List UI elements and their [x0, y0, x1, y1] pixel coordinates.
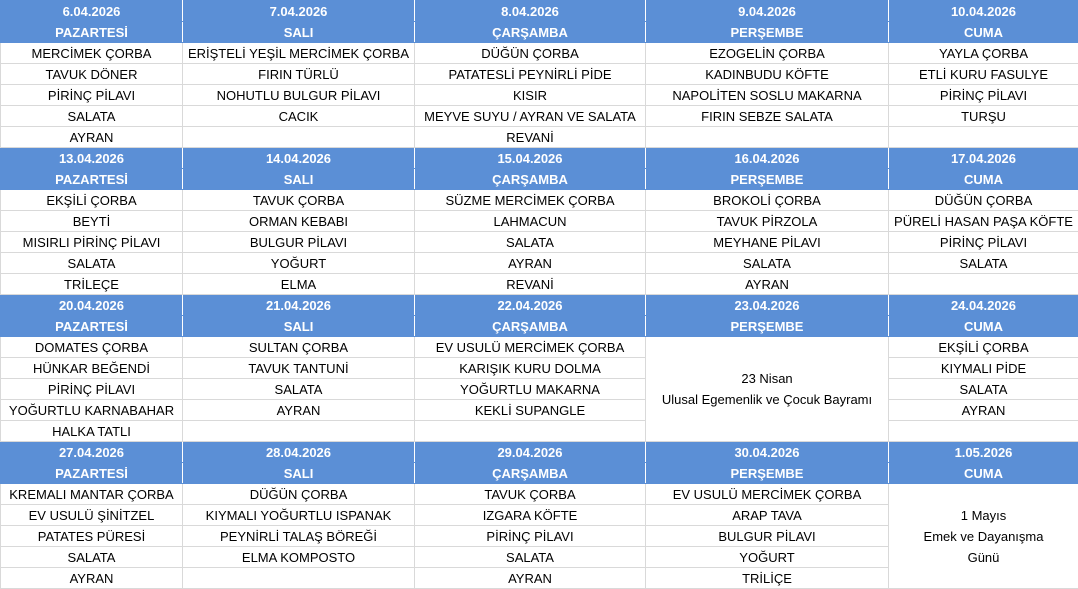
menu-dish: SALATA	[415, 232, 646, 253]
day-date: 9.04.2026	[646, 1, 889, 22]
menu-dish: SÜZME MERCİMEK ÇORBA	[415, 190, 646, 211]
menu-dish: KIYMALI PİDE	[889, 358, 1078, 379]
menu-dish: NAPOLİTEN SOSLU MAKARNA	[646, 85, 889, 106]
menu-dish: AYRAN	[646, 274, 889, 295]
week-date-row	[1, 442, 1078, 463]
menu-dish: TRİLİÇE	[646, 568, 889, 589]
day-weekday: PAZARTESİ	[1, 22, 183, 43]
week-weekday-row	[1, 463, 1078, 484]
day-weekday: SALI	[183, 316, 415, 337]
menu-dish: IZGARA KÖFTE	[415, 505, 646, 526]
menu-dish: TURŞU	[889, 106, 1078, 127]
menu-dish: TAVUK ÇORBA	[415, 484, 646, 505]
menu-dish: SALATA	[646, 253, 889, 274]
menu-dish: EKŞİLİ ÇORBA	[889, 337, 1078, 358]
menu-row	[1, 421, 1078, 442]
menu-dish: DOMATES ÇORBA	[1, 337, 183, 358]
menu-row	[1, 127, 1078, 148]
day-weekday: SALI	[183, 22, 415, 43]
menu-dish: SALATA	[1, 106, 183, 127]
menu-row	[1, 211, 1078, 232]
menu-dish: TAVUK ÇORBA	[183, 190, 415, 211]
day-date: 16.04.2026	[646, 148, 889, 169]
menu-dish: TRİLEÇE	[1, 274, 183, 295]
menu-dish	[889, 274, 1078, 295]
menu-dish: PATATESLİ PEYNİRLİ PİDE	[415, 64, 646, 85]
menu-dish: NOHUTLU BULGUR PİLAVI	[183, 85, 415, 106]
menu-dish: ELMA KOMPOSTO	[183, 547, 415, 568]
menu-dish: MERCİMEK ÇORBA	[1, 43, 183, 64]
menu-dish: TAVUK PİRZOLA	[646, 211, 889, 232]
menu-dish: ARAP TAVA	[646, 505, 889, 526]
day-date: 8.04.2026	[415, 1, 646, 22]
menu-dish: BULGUR PİLAVI	[646, 526, 889, 547]
menu-dish: PATATES PÜRESİ	[1, 526, 183, 547]
menu-row	[1, 400, 1078, 421]
day-date: 13.04.2026	[1, 148, 183, 169]
menu-row	[1, 379, 1078, 400]
day-weekday: PERŞEMBE	[646, 169, 889, 190]
day-date: 6.04.2026	[1, 1, 183, 22]
week-date-row	[1, 295, 1078, 316]
menu-dish: AYRAN	[1, 568, 183, 589]
menu-row	[1, 337, 1078, 358]
day-weekday: CUMA	[889, 316, 1078, 337]
day-date: 22.04.2026	[415, 295, 646, 316]
day-date: 14.04.2026	[183, 148, 415, 169]
menu-dish: SALATA	[1, 547, 183, 568]
menu-dish: MEYVE SUYU / AYRAN VE SALATA	[415, 106, 646, 127]
menu-dish: SALATA	[889, 253, 1078, 274]
day-date: 23.04.2026	[646, 295, 889, 316]
menu-dish: AYRAN	[415, 253, 646, 274]
menu-dish: KISIR	[415, 85, 646, 106]
menu-row	[1, 232, 1078, 253]
menu-dish	[183, 127, 415, 148]
menu-dish: SALATA	[1, 253, 183, 274]
menu-dish: ETLİ KURU FASULYE	[889, 64, 1078, 85]
menu-dish	[415, 421, 646, 442]
day-date: 27.04.2026	[1, 442, 183, 463]
menu-dish: EV USULÜ MERCİMEK ÇORBA	[646, 484, 889, 505]
menu-dish: AYRAN	[415, 568, 646, 589]
menu-row	[1, 274, 1078, 295]
menu-dish	[889, 127, 1078, 148]
day-date: 1.05.2026	[889, 442, 1078, 463]
day-weekday: PERŞEMBE	[646, 463, 889, 484]
menu-dish: ORMAN KEBABI	[183, 211, 415, 232]
menu-dish: YOĞURTLU MAKARNA	[415, 379, 646, 400]
menu-dish: SALATA	[415, 547, 646, 568]
menu-dish: LAHMACUN	[415, 211, 646, 232]
menu-dish: PİRİNÇ PİLAVI	[889, 85, 1078, 106]
menu-dish: BROKOLİ ÇORBA	[646, 190, 889, 211]
menu-dish: AYRAN	[183, 400, 415, 421]
menu-dish	[183, 568, 415, 589]
menu-dish: PÜRELİ HASAN PAŞA KÖFTE	[889, 211, 1078, 232]
day-weekday: CUMA	[889, 22, 1078, 43]
menu-dish: SALATA	[183, 379, 415, 400]
week-date-row	[1, 148, 1078, 169]
menu-dish: DÜĞÜN ÇORBA	[889, 190, 1078, 211]
menu-dish: EV USULÜ ŞİNİTZEL	[1, 505, 183, 526]
menu-dish: DÜĞÜN ÇORBA	[183, 484, 415, 505]
day-date: 17.04.2026	[889, 148, 1078, 169]
holiday-text: 1 Mayıs	[960, 507, 1007, 523]
holiday-text: Günü	[967, 549, 1000, 565]
menu-dish: PİRİNÇ PİLAVI	[1, 379, 183, 400]
menu-row	[1, 190, 1078, 211]
menu-body	[1, 1, 1078, 589]
menu-dish: REVANİ	[415, 127, 646, 148]
menu-dish: SALATA	[889, 379, 1078, 400]
menu-dish: EZOGELİN ÇORBA	[646, 43, 889, 64]
day-date: 15.04.2026	[415, 148, 646, 169]
menu-dish: FIRIN TÜRLÜ	[183, 64, 415, 85]
menu-dish: BULGUR PİLAVI	[183, 232, 415, 253]
day-weekday: CUMA	[889, 463, 1078, 484]
menu-dish: HÜNKAR BEĞENDİ	[1, 358, 183, 379]
holiday-text: Emek ve Dayanışma	[923, 528, 1044, 544]
day-weekday: CUMA	[889, 169, 1078, 190]
day-weekday: ÇARŞAMBA	[415, 22, 646, 43]
week-weekday-row	[1, 22, 1078, 43]
menu-row	[1, 64, 1078, 85]
day-date: 7.04.2026	[183, 1, 415, 22]
menu-dish: DÜĞÜN ÇORBA	[415, 43, 646, 64]
holiday-cell	[646, 337, 889, 442]
menu-dish: YAYLA ÇORBA	[889, 43, 1078, 64]
day-date: 30.04.2026	[646, 442, 889, 463]
menu-dish: HALKA TATLI	[1, 421, 183, 442]
menu-row	[1, 43, 1078, 64]
menu-row	[1, 253, 1078, 274]
menu-dish: YOĞURTLU KARNABAHAR	[1, 400, 183, 421]
menu-dish: KARIŞIK KURU DOLMA	[415, 358, 646, 379]
menu-row	[1, 358, 1078, 379]
menu-dish: TAVUK DÖNER	[1, 64, 183, 85]
day-weekday: PERŞEMBE	[646, 316, 889, 337]
menu-dish: ELMA	[183, 274, 415, 295]
holiday-text: 23 Nisan	[741, 371, 793, 386]
day-date: 29.04.2026	[415, 442, 646, 463]
menu-dish: KREMALI MANTAR ÇORBA	[1, 484, 183, 505]
menu-dish: ERİŞTELİ YEŞİL MERCİMEK ÇORBA	[183, 43, 415, 64]
menu-dish: YOĞURT	[646, 547, 889, 568]
menu-dish: CACIK	[183, 106, 415, 127]
menu-dish: REVANİ	[415, 274, 646, 295]
menu-dish: KEKLİ SUPANGLE	[415, 400, 646, 421]
menu-row	[1, 85, 1078, 106]
day-date: 10.04.2026	[889, 1, 1078, 22]
menu-dish	[889, 421, 1078, 442]
day-date: 21.04.2026	[183, 295, 415, 316]
day-weekday: ÇARŞAMBA	[415, 463, 646, 484]
day-weekday: ÇARŞAMBA	[415, 316, 646, 337]
day-weekday: PERŞEMBE	[646, 22, 889, 43]
holiday-text: Ulusal Egemenlik ve Çocuk Bayramı	[661, 392, 873, 407]
menu-dish	[183, 421, 415, 442]
day-weekday: SALI	[183, 169, 415, 190]
day-weekday: PAZARTESİ	[1, 316, 183, 337]
menu-dish: SULTAN ÇORBA	[183, 337, 415, 358]
menu-dish: KADINBUDU KÖFTE	[646, 64, 889, 85]
menu-dish: TAVUK TANTUNİ	[183, 358, 415, 379]
menu-row	[1, 484, 1078, 505]
menu-dish: MISIRLI PİRİNÇ PİLAVI	[1, 232, 183, 253]
week-date-row	[1, 1, 1078, 22]
menu-dish	[646, 127, 889, 148]
week-weekday-row	[1, 169, 1078, 190]
menu-dish: PİRİNÇ PİLAVI	[415, 526, 646, 547]
menu-dish: AYRAN	[1, 127, 183, 148]
holiday-cell	[889, 484, 1078, 589]
day-weekday: SALI	[183, 463, 415, 484]
day-weekday: PAZARTESİ	[1, 169, 183, 190]
menu-dish: EV USULÜ MERCİMEK ÇORBA	[415, 337, 646, 358]
day-date: 28.04.2026	[183, 442, 415, 463]
day-weekday: PAZARTESİ	[1, 463, 183, 484]
week-weekday-row	[1, 316, 1078, 337]
menu-dish: AYRAN	[889, 400, 1078, 421]
menu-dish: EKŞİLİ ÇORBA	[1, 190, 183, 211]
day-date: 24.04.2026	[889, 295, 1078, 316]
day-weekday: ÇARŞAMBA	[415, 169, 646, 190]
menu-dish: KIYMALI YOĞURTLU ISPANAK	[183, 505, 415, 526]
menu-dish: BEYTİ	[1, 211, 183, 232]
day-date: 20.04.2026	[1, 295, 183, 316]
menu-dish: FIRIN SEBZE SALATA	[646, 106, 889, 127]
menu-dish: PİRİNÇ PİLAVI	[889, 232, 1078, 253]
menu-dish: PEYNİRLİ TALAŞ BÖREĞİ	[183, 526, 415, 547]
menu-dish: PİRİNÇ PİLAVI	[1, 85, 183, 106]
menu-dish: YOĞURT	[183, 253, 415, 274]
menu-dish: MEYHANE PİLAVI	[646, 232, 889, 253]
menu-row	[1, 106, 1078, 127]
